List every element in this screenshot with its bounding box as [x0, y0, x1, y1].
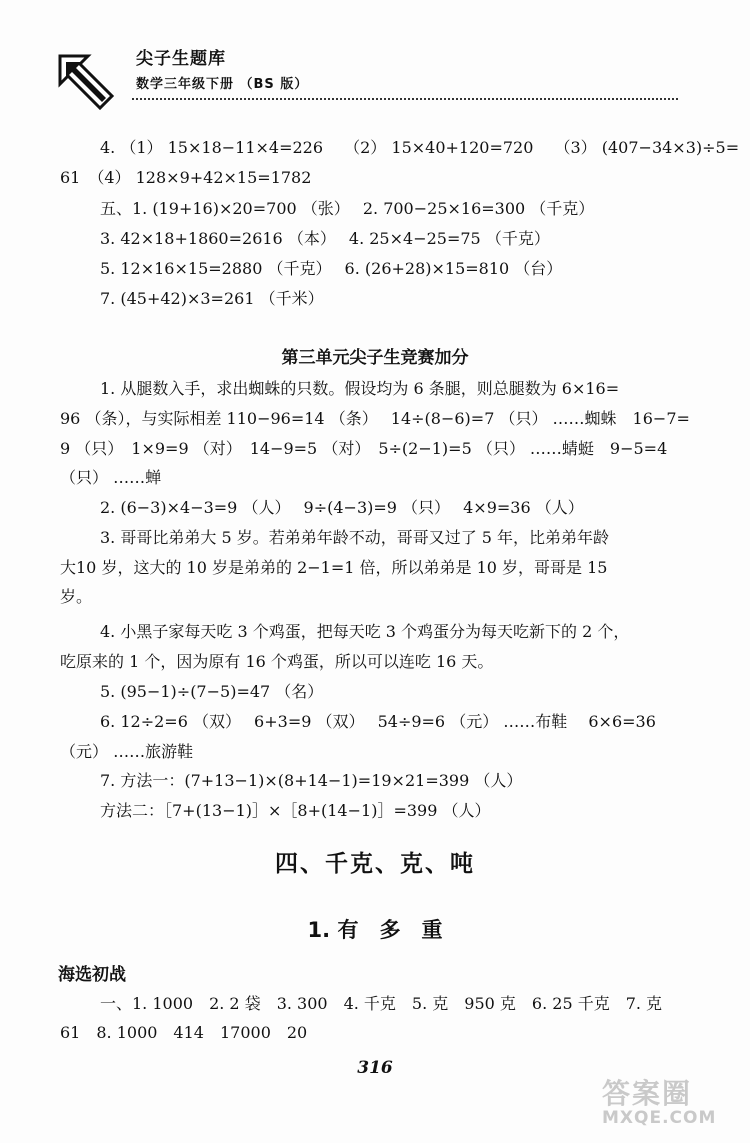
text-line: 61 （4） 128×9+42×15=1782: [60, 168, 312, 187]
subsection-title: 海选初战: [58, 965, 126, 985]
page-number: 316: [357, 1058, 393, 1078]
lesson-title: 1. 有 多 重: [307, 918, 443, 942]
text-line: 4. 小黑子家每天吃 3 个鸡蛋，把每天吃 3 个鸡蛋分为每天吃新下的 2 个，: [100, 622, 630, 641]
page-header: [58, 42, 680, 112]
book-subtitle: 数学三年级下册 （BS 版）: [136, 77, 309, 92]
book-title: 尖子生题库: [136, 49, 226, 69]
watermark-url: MXQE.COM: [602, 1108, 717, 1128]
text-line: 大10 岁，这大的 10 岁是弟弟的 2−1=1 倍，所以弟弟是 10 岁，哥哥是 15: [60, 558, 608, 577]
text-line: 4. （1） 15×18−11×4=226 （2） 15×40+120=720 （3） (407−34×3)÷5=: [100, 138, 740, 157]
text-line: 5. (95−1)÷(7−5)=47 （名）: [100, 682, 324, 701]
text-line: 6. 12÷2=6 （双） 6+3=9 （双） 54÷9=6 （元） ……布鞋 6×6=36: [100, 712, 656, 731]
text-line: 1. 从腿数入手，求出蜘蛛的只数。假设均为 6 条腿，则总腿数为 6×16=: [100, 379, 620, 398]
text-line: 一、1. 1000 2. 2 袋 3. 300 4. 千克 5. 克 950 克 6. 25 千克 7. 克: [100, 994, 663, 1013]
text-line: 61 8. 1000 414 17000 20: [60, 1023, 308, 1042]
text-line: 岁。: [60, 587, 93, 606]
text-line: 3. 42×18+1860=2616 （本） 4. 25×4−25=75 （千克）: [100, 229, 550, 248]
text-line: （只） ……蝉: [60, 468, 162, 487]
text-line: 5. 12×16×15=2880 （千克） 6. (26+28)×15=810 （台）: [100, 259, 563, 278]
text-line: 7. (45+42)×3=261 （千米）: [100, 289, 324, 308]
text-line: 2. (6−3)×4−3=9 （人） 9÷(4−3)=9 （只） 4×9=36 （人）: [100, 498, 584, 517]
watermark: [602, 1072, 742, 1136]
arrow-logo-icon: [58, 54, 114, 110]
text-line: 方法二：［7+(13−1)］×［8+(14−1)］=399 （人）: [100, 801, 491, 820]
text-line: 3. 哥哥比弟弟大 5 岁。若弟弟年龄不动，哥哥又过了 5 年，比弟弟年龄: [100, 528, 610, 547]
chapter-title: 四、千克、克、吨: [275, 851, 475, 877]
text-line: 96 （条），与实际相差 110−96=14 （条） 14÷(8−6)=7 （只） ……蜘蛛 16−7=: [60, 409, 690, 428]
watermark-text: 答案圈: [602, 1077, 693, 1110]
text-line: 9 （只） 1×9=9 （对） 14−9=5 （对） 5÷(2−1)=5 （只） ……蜻蜓 9−5=4: [60, 439, 668, 458]
header-divider: [132, 98, 678, 100]
text-line: 五、1. (19+16)×20=700 （张） 2. 700−25×16=300 （千克）: [100, 199, 595, 218]
text-line: （元） ……旅游鞋: [60, 742, 194, 761]
text-line: 吃原来的 1 个，因为原有 16 个鸡蛋，所以可以连吃 16 天。: [60, 652, 494, 671]
section-title: 第三单元尖子生竞赛加分: [281, 348, 469, 368]
text-line: 7. 方法一：(7+13−1)×(8+14−1)=19×21=399 （人）: [100, 771, 523, 790]
